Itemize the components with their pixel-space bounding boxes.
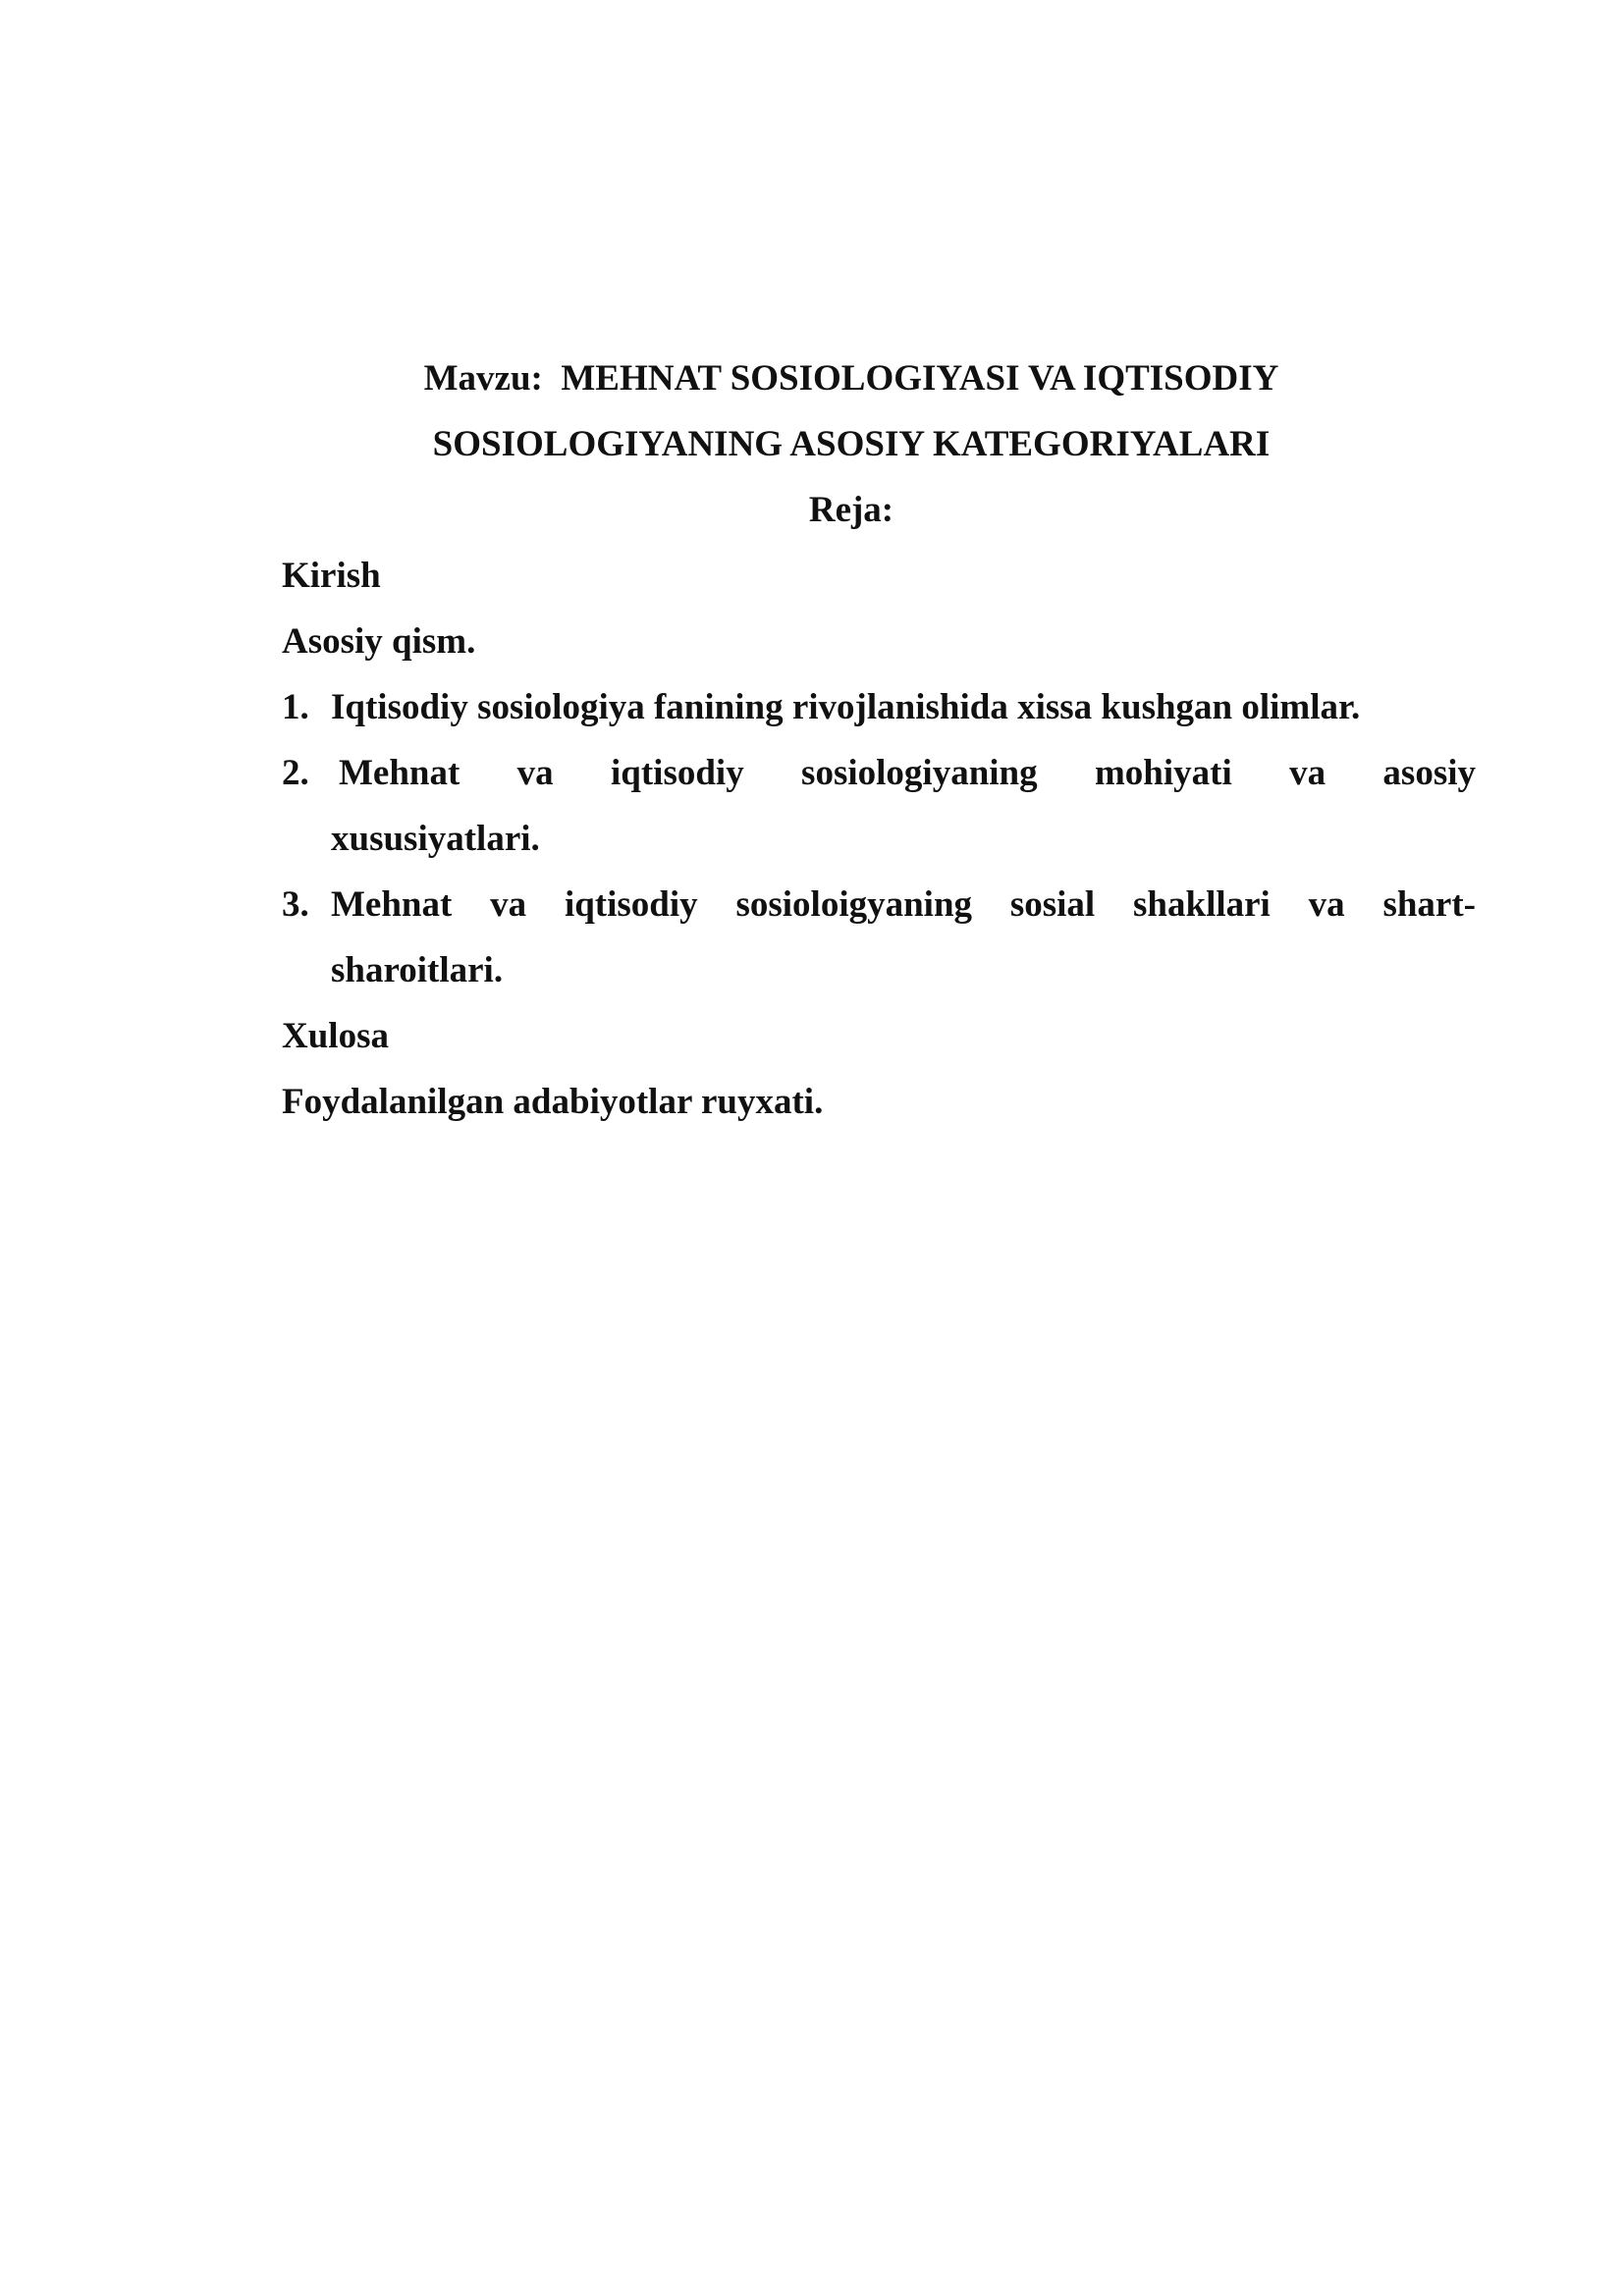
document-title-line1 (282, 346, 1421, 411)
document-title-line2 (282, 411, 1421, 477)
plan-list-item-continuation (282, 937, 1476, 1003)
list-item-text: Mehnat va iqtisodiy sosioloigyaning sosial shakllari va shart- (331, 884, 1476, 925)
plan-conclusion: Xulosa (282, 1016, 389, 1056)
plan-list-item (282, 740, 1476, 806)
document-content (282, 346, 1476, 1135)
list-item-text-continued: sharoitlari. (331, 950, 504, 990)
plan-main-part: Asosiy qism. (282, 621, 476, 662)
title-prefix: Mavzu: (423, 358, 543, 399)
plan-references: Foydalanilgan adabiyotlar ruyxati. (282, 1082, 824, 1122)
title-text-line1: MEHNAT SOSIOLOGIYASI VA IQTISODIY (561, 358, 1279, 399)
list-item-number: 3. (282, 884, 309, 925)
plan-intro: Kirish (282, 556, 381, 596)
list-item-number: 1. (282, 687, 309, 727)
plan-heading-text: Reja: (808, 490, 894, 530)
list-item-text: Iqtisodiy sosiologiya fanining rivojlanishida xissa kushgan olimlar. (331, 687, 1361, 727)
plan-list-item (282, 674, 1476, 740)
list-item-text: Mehnat va iqtisodiy sosiologiyaning mohiyati va asosiy (339, 753, 1476, 793)
plan-heading (282, 477, 1421, 543)
list-item-number: 2. (282, 753, 309, 793)
title-text-line2: SOSIOLOGIYANING ASOSIY KATEGORIYALARI (432, 424, 1271, 464)
list-item-text-continued: xususiyatlari. (331, 819, 540, 859)
plan-list-item (282, 872, 1476, 937)
plan-list-item-continuation (282, 806, 1476, 872)
